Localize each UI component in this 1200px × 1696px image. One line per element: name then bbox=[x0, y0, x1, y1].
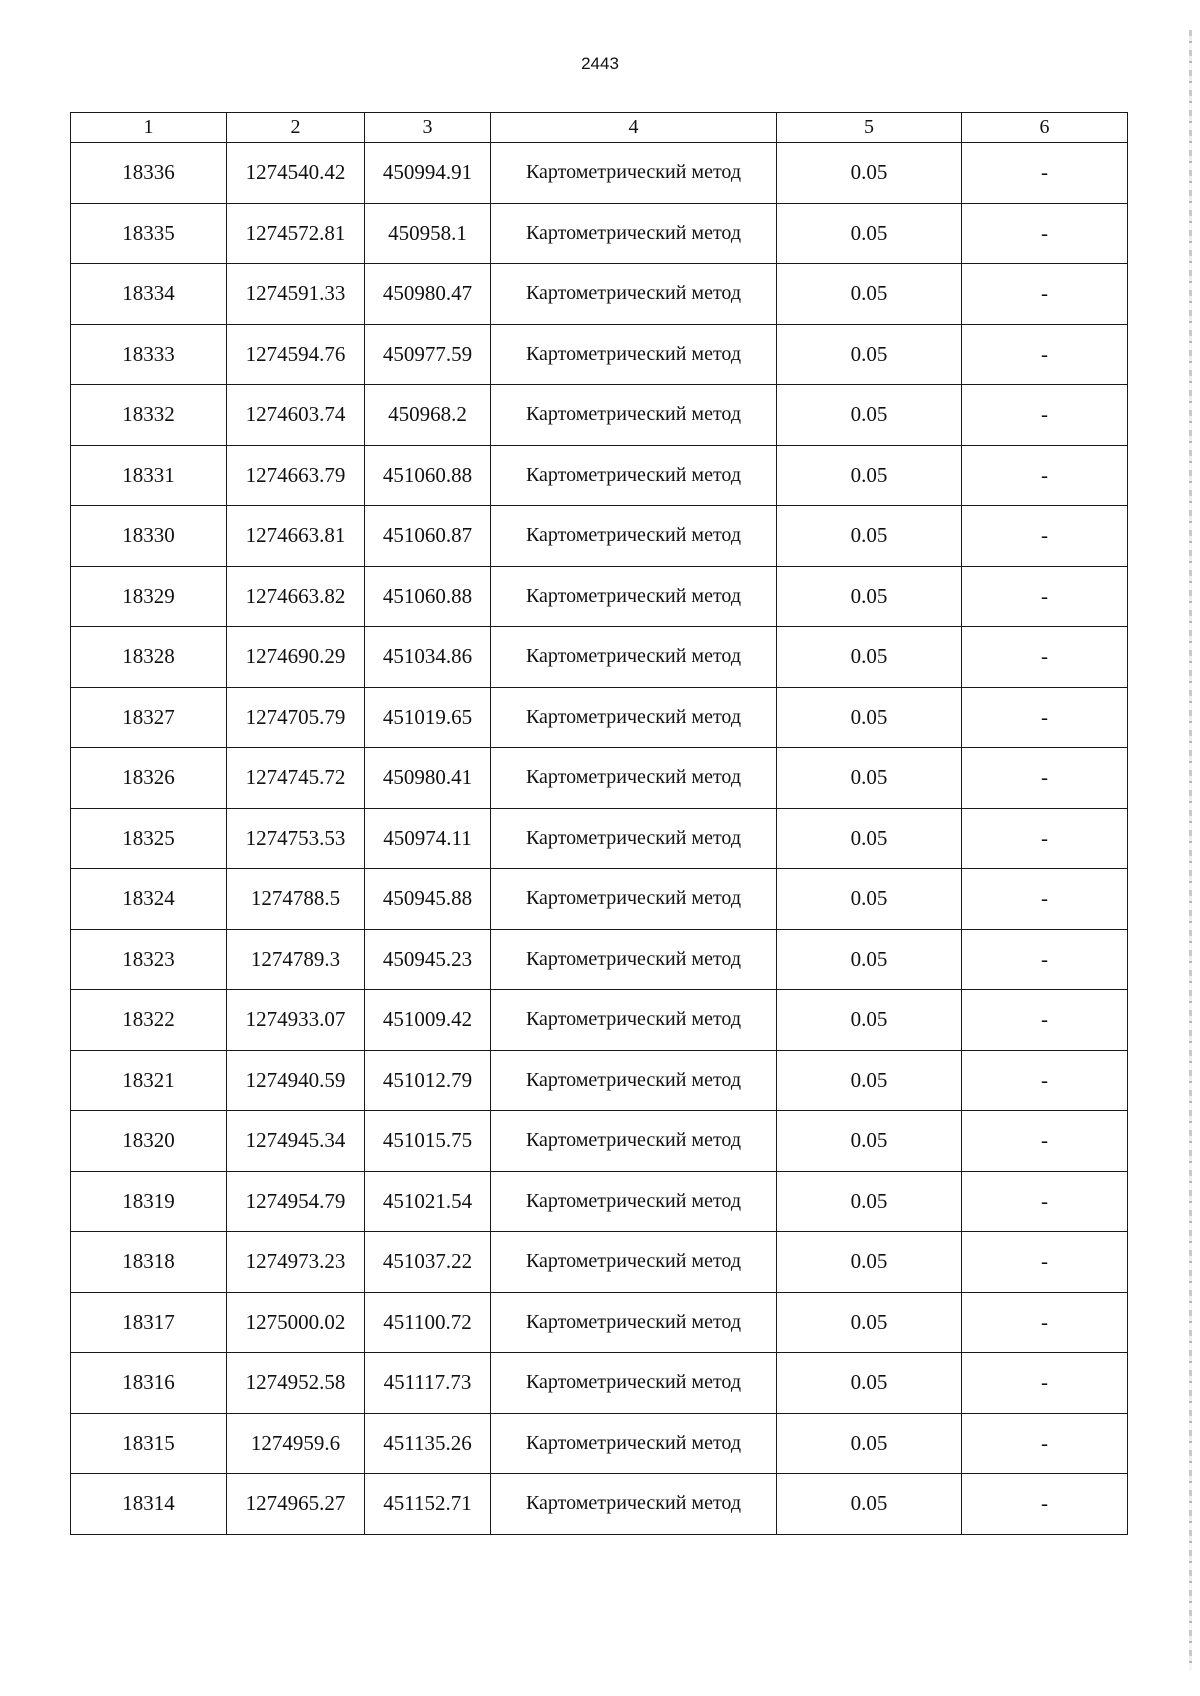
note-cell: - bbox=[962, 506, 1128, 567]
x-coordinate-cell: 1274753.53 bbox=[227, 808, 365, 869]
accuracy-cell: 0.05 bbox=[777, 1292, 962, 1353]
note-cell: - bbox=[962, 1292, 1128, 1353]
x-coordinate-cell: 1274952.58 bbox=[227, 1353, 365, 1414]
x-coordinate-cell: 1274591.33 bbox=[227, 264, 365, 325]
accuracy-cell: 0.05 bbox=[777, 627, 962, 688]
table-row bbox=[71, 1111, 1128, 1172]
y-coordinate-cell: 451021.54 bbox=[365, 1171, 491, 1232]
y-coordinate-cell: 450980.47 bbox=[365, 264, 491, 325]
x-coordinate-cell: 1274945.34 bbox=[227, 1111, 365, 1172]
method-cell: Картометрический метод bbox=[491, 203, 777, 264]
y-coordinate-cell: 451152.71 bbox=[365, 1474, 491, 1535]
x-coordinate-cell: 1274954.79 bbox=[227, 1171, 365, 1232]
y-coordinate-cell: 450945.88 bbox=[365, 869, 491, 930]
x-coordinate-cell: 1274933.07 bbox=[227, 990, 365, 1051]
table-row bbox=[71, 1292, 1128, 1353]
table-row bbox=[71, 929, 1128, 990]
y-coordinate-cell: 451060.87 bbox=[365, 506, 491, 567]
column-header: 5 bbox=[777, 113, 962, 143]
point-number-cell: 18322 bbox=[71, 990, 227, 1051]
point-number-cell: 18336 bbox=[71, 143, 227, 204]
table-row bbox=[71, 687, 1128, 748]
note-cell: - bbox=[962, 929, 1128, 990]
method-cell: Картометрический метод bbox=[491, 324, 777, 385]
y-coordinate-cell: 451060.88 bbox=[365, 566, 491, 627]
table-header-row bbox=[71, 113, 1128, 143]
accuracy-cell: 0.05 bbox=[777, 566, 962, 627]
note-cell: - bbox=[962, 869, 1128, 930]
note-cell: - bbox=[962, 445, 1128, 506]
column-header: 2 bbox=[227, 113, 365, 143]
method-cell: Картометрический метод bbox=[491, 627, 777, 688]
accuracy-cell: 0.05 bbox=[777, 990, 962, 1051]
x-coordinate-cell: 1274663.82 bbox=[227, 566, 365, 627]
note-cell: - bbox=[962, 748, 1128, 809]
accuracy-cell: 0.05 bbox=[777, 929, 962, 990]
note-cell: - bbox=[962, 687, 1128, 748]
note-cell: - bbox=[962, 1413, 1128, 1474]
y-coordinate-cell: 451135.26 bbox=[365, 1413, 491, 1474]
accuracy-cell: 0.05 bbox=[777, 1413, 962, 1474]
point-number-cell: 18321 bbox=[71, 1050, 227, 1111]
table-body bbox=[71, 143, 1128, 1535]
table-row bbox=[71, 264, 1128, 325]
method-cell: Картометрический метод bbox=[491, 929, 777, 990]
note-cell: - bbox=[962, 808, 1128, 869]
note-cell: - bbox=[962, 264, 1128, 325]
method-cell: Картометрический метод bbox=[491, 1474, 777, 1535]
accuracy-cell: 0.05 bbox=[777, 1474, 962, 1535]
x-coordinate-cell: 1274540.42 bbox=[227, 143, 365, 204]
x-coordinate-cell: 1274690.29 bbox=[227, 627, 365, 688]
x-coordinate-cell: 1274663.81 bbox=[227, 506, 365, 567]
point-number-cell: 18334 bbox=[71, 264, 227, 325]
accuracy-cell: 0.05 bbox=[777, 324, 962, 385]
table-row bbox=[71, 143, 1128, 204]
point-number-cell: 18318 bbox=[71, 1232, 227, 1293]
table-row bbox=[71, 506, 1128, 567]
x-coordinate-cell: 1274705.79 bbox=[227, 687, 365, 748]
point-number-cell: 18327 bbox=[71, 687, 227, 748]
note-cell: - bbox=[962, 143, 1128, 204]
method-cell: Картометрический метод bbox=[491, 1111, 777, 1172]
y-coordinate-cell: 450958.1 bbox=[365, 203, 491, 264]
method-cell: Картометрический метод bbox=[491, 687, 777, 748]
point-number-cell: 18316 bbox=[71, 1353, 227, 1414]
method-cell: Картометрический метод bbox=[491, 1050, 777, 1111]
x-coordinate-cell: 1274594.76 bbox=[227, 324, 365, 385]
page-number: 2443 bbox=[581, 54, 619, 73]
x-coordinate-cell: 1274973.23 bbox=[227, 1232, 365, 1293]
method-cell: Картометрический метод bbox=[491, 1413, 777, 1474]
point-number-cell: 18329 bbox=[71, 566, 227, 627]
coordinates-table bbox=[70, 112, 1128, 1535]
note-cell: - bbox=[962, 1050, 1128, 1111]
accuracy-cell: 0.05 bbox=[777, 385, 962, 446]
table-row bbox=[71, 627, 1128, 688]
y-coordinate-cell: 451060.88 bbox=[365, 445, 491, 506]
x-coordinate-cell: 1274959.6 bbox=[227, 1413, 365, 1474]
table-row bbox=[71, 748, 1128, 809]
point-number-cell: 18330 bbox=[71, 506, 227, 567]
note-cell: - bbox=[962, 1353, 1128, 1414]
method-cell: Картометрический метод bbox=[491, 748, 777, 809]
y-coordinate-cell: 450994.91 bbox=[365, 143, 491, 204]
y-coordinate-cell: 451019.65 bbox=[365, 687, 491, 748]
y-coordinate-cell: 451037.22 bbox=[365, 1232, 491, 1293]
note-cell: - bbox=[962, 1171, 1128, 1232]
table-row bbox=[71, 445, 1128, 506]
table-row bbox=[71, 1171, 1128, 1232]
accuracy-cell: 0.05 bbox=[777, 808, 962, 869]
accuracy-cell: 0.05 bbox=[777, 264, 962, 325]
y-coordinate-cell: 450968.2 bbox=[365, 385, 491, 446]
method-cell: Картометрический метод bbox=[491, 808, 777, 869]
x-coordinate-cell: 1274663.79 bbox=[227, 445, 365, 506]
accuracy-cell: 0.05 bbox=[777, 869, 962, 930]
method-cell: Картометрический метод bbox=[491, 869, 777, 930]
accuracy-cell: 0.05 bbox=[777, 1111, 962, 1172]
x-coordinate-cell: 1274940.59 bbox=[227, 1050, 365, 1111]
note-cell: - bbox=[962, 203, 1128, 264]
method-cell: Картометрический метод bbox=[491, 1232, 777, 1293]
point-number-cell: 18331 bbox=[71, 445, 227, 506]
note-cell: - bbox=[962, 1111, 1128, 1172]
accuracy-cell: 0.05 bbox=[777, 687, 962, 748]
accuracy-cell: 0.05 bbox=[777, 1171, 962, 1232]
y-coordinate-cell: 451117.73 bbox=[365, 1353, 491, 1414]
table-row bbox=[71, 808, 1128, 869]
note-cell: - bbox=[962, 1232, 1128, 1293]
x-coordinate-cell: 1274572.81 bbox=[227, 203, 365, 264]
y-coordinate-cell: 451015.75 bbox=[365, 1111, 491, 1172]
point-number-cell: 18326 bbox=[71, 748, 227, 809]
accuracy-cell: 0.05 bbox=[777, 1353, 962, 1414]
x-coordinate-cell: 1275000.02 bbox=[227, 1292, 365, 1353]
point-number-cell: 18324 bbox=[71, 869, 227, 930]
point-number-cell: 18314 bbox=[71, 1474, 227, 1535]
point-number-cell: 18328 bbox=[71, 627, 227, 688]
accuracy-cell: 0.05 bbox=[777, 143, 962, 204]
method-cell: Картометрический метод bbox=[491, 566, 777, 627]
scan-edge-artifact bbox=[1189, 30, 1192, 1670]
point-number-cell: 18332 bbox=[71, 385, 227, 446]
table-row bbox=[71, 324, 1128, 385]
table-row bbox=[71, 1474, 1128, 1535]
table-row bbox=[71, 1232, 1128, 1293]
method-cell: Картометрический метод bbox=[491, 990, 777, 1051]
column-header: 6 bbox=[962, 113, 1128, 143]
y-coordinate-cell: 450977.59 bbox=[365, 324, 491, 385]
table-row bbox=[71, 1413, 1128, 1474]
point-number-cell: 18319 bbox=[71, 1171, 227, 1232]
y-coordinate-cell: 450974.11 bbox=[365, 808, 491, 869]
table-row bbox=[71, 869, 1128, 930]
y-coordinate-cell: 451009.42 bbox=[365, 990, 491, 1051]
column-header: 1 bbox=[71, 113, 227, 143]
y-coordinate-cell: 450980.41 bbox=[365, 748, 491, 809]
method-cell: Картометрический метод bbox=[491, 1353, 777, 1414]
y-coordinate-cell: 451100.72 bbox=[365, 1292, 491, 1353]
accuracy-cell: 0.05 bbox=[777, 748, 962, 809]
note-cell: - bbox=[962, 1474, 1128, 1535]
method-cell: Картометрический метод bbox=[491, 506, 777, 567]
y-coordinate-cell: 451012.79 bbox=[365, 1050, 491, 1111]
method-cell: Картометрический метод bbox=[491, 1292, 777, 1353]
table-row bbox=[71, 566, 1128, 627]
point-number-cell: 18323 bbox=[71, 929, 227, 990]
x-coordinate-cell: 1274788.5 bbox=[227, 869, 365, 930]
table-row bbox=[71, 385, 1128, 446]
x-coordinate-cell: 1274965.27 bbox=[227, 1474, 365, 1535]
note-cell: - bbox=[962, 385, 1128, 446]
accuracy-cell: 0.05 bbox=[777, 203, 962, 264]
column-header: 3 bbox=[365, 113, 491, 143]
accuracy-cell: 0.05 bbox=[777, 445, 962, 506]
note-cell: - bbox=[962, 324, 1128, 385]
method-cell: Картометрический метод bbox=[491, 143, 777, 204]
point-number-cell: 18333 bbox=[71, 324, 227, 385]
table-row bbox=[71, 203, 1128, 264]
table-row bbox=[71, 1050, 1128, 1111]
point-number-cell: 18335 bbox=[71, 203, 227, 264]
method-cell: Картометрический метод bbox=[491, 445, 777, 506]
method-cell: Картометрический метод bbox=[491, 385, 777, 446]
method-cell: Картометрический метод bbox=[491, 1171, 777, 1232]
point-number-cell: 18317 bbox=[71, 1292, 227, 1353]
table-row bbox=[71, 990, 1128, 1051]
accuracy-cell: 0.05 bbox=[777, 1232, 962, 1293]
note-cell: - bbox=[962, 627, 1128, 688]
note-cell: - bbox=[962, 990, 1128, 1051]
point-number-cell: 18320 bbox=[71, 1111, 227, 1172]
y-coordinate-cell: 451034.86 bbox=[365, 627, 491, 688]
method-cell: Картометрический метод bbox=[491, 264, 777, 325]
x-coordinate-cell: 1274789.3 bbox=[227, 929, 365, 990]
table-row bbox=[71, 1353, 1128, 1414]
accuracy-cell: 0.05 bbox=[777, 1050, 962, 1111]
point-number-cell: 18315 bbox=[71, 1413, 227, 1474]
x-coordinate-cell: 1274745.72 bbox=[227, 748, 365, 809]
x-coordinate-cell: 1274603.74 bbox=[227, 385, 365, 446]
accuracy-cell: 0.05 bbox=[777, 506, 962, 567]
column-header: 4 bbox=[491, 113, 777, 143]
y-coordinate-cell: 450945.23 bbox=[365, 929, 491, 990]
point-number-cell: 18325 bbox=[71, 808, 227, 869]
note-cell: - bbox=[962, 566, 1128, 627]
